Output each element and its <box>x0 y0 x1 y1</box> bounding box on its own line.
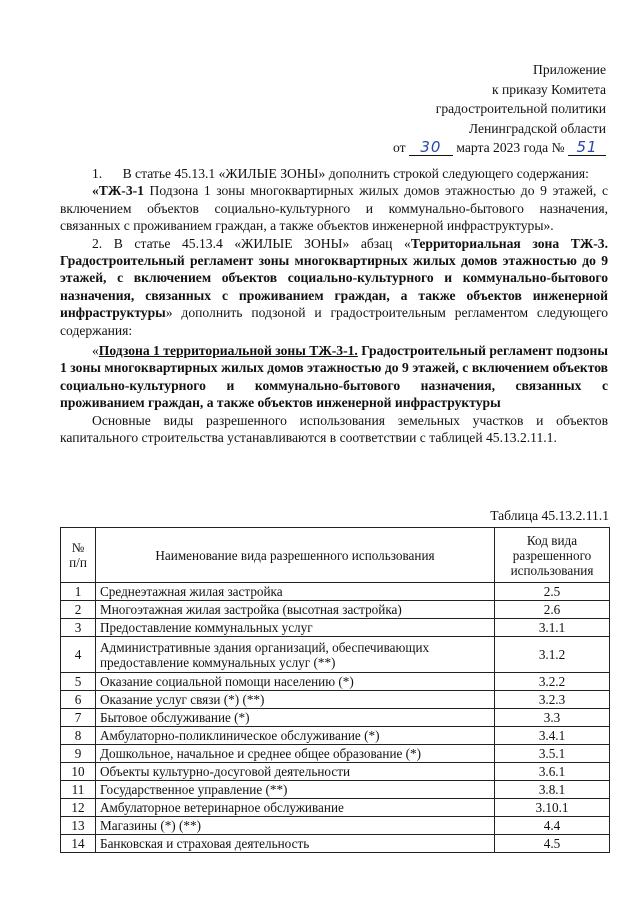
table-row <box>61 727 610 745</box>
paragraph-2 <box>60 182 608 234</box>
row-name: Государственное управление (**) <box>96 781 495 799</box>
row-code: 3.1.1 <box>495 619 610 637</box>
date-prefix: от <box>392 140 406 155</box>
row-name: Среднеэтажная жилая застройка <box>96 583 495 601</box>
row-name: Магазины (*) (**) <box>96 817 495 835</box>
document-body <box>60 165 608 447</box>
row-code: 3.5.1 <box>495 745 610 763</box>
row-num: 1 <box>61 583 96 601</box>
row-num: 3 <box>61 619 96 637</box>
paragraph-3-start: 2. В статье 45.13.4 «ЖИЛЫЕ ЗОНЫ» абзац « <box>92 235 411 251</box>
table-row <box>61 745 610 763</box>
table-row <box>61 781 610 799</box>
table-row <box>61 637 610 673</box>
row-name: Многоэтажная жилая застройка (высотная застройка) <box>96 601 495 619</box>
row-num: 10 <box>61 763 96 781</box>
row-code: 4.5 <box>495 835 610 853</box>
zone-code-bold: «ТЖ-3-1 <box>92 183 144 199</box>
row-code: 3.6.1 <box>495 763 610 781</box>
table-row <box>61 601 610 619</box>
header-line-4: Ленинградской области <box>468 120 606 136</box>
row-code: 3.2.3 <box>495 691 610 709</box>
paragraph-2-text: Подзона 1 зоны многоквартирных жилых домов этажностью до 9 этажей, с включением объектов социально-культурного и коммунально-бытового назначения, связанных с проживанием граждан, а также объектов инженерной инфраструктуры». <box>60 183 608 234</box>
row-name: Предоставление коммунальных услуг <box>96 619 495 637</box>
row-name: Административные здания организаций, обеспечивающих предоставление коммунальных услуг (**) <box>96 637 495 673</box>
header-line-2: к приказу Комитета <box>492 81 606 97</box>
table-row <box>61 799 610 817</box>
paragraph-3-end: » дополнить подзоной и градостроительным регламентом следующего содержания: <box>60 305 608 338</box>
paragraph-1: 1. В статье 45.13.1 «ЖИЛЫЕ ЗОНЫ» дополнить строкой следующего содержания: <box>92 166 589 181</box>
row-name: Дошкольное, начальное и среднее общее образование (*) <box>96 745 495 763</box>
row-num: 2 <box>61 601 96 619</box>
permitted-use-table <box>60 527 610 853</box>
row-code: 2.6 <box>495 601 610 619</box>
row-code: 2.5 <box>495 583 610 601</box>
table-row <box>61 835 610 853</box>
row-num: 6 <box>61 691 96 709</box>
row-code: 3.1.2 <box>495 637 610 673</box>
row-num: 11 <box>61 781 96 799</box>
row-num: 8 <box>61 727 96 745</box>
date-day-field <box>409 140 453 156</box>
row-num: 5 <box>61 673 96 691</box>
row-name: Амбулаторное ветеринарное обслуживание <box>96 799 495 817</box>
table-header-row <box>61 528 610 583</box>
row-name: Оказание социальной помощи населению (*) <box>96 673 495 691</box>
row-num: 7 <box>61 709 96 727</box>
paragraph-4-open: « <box>92 343 99 359</box>
row-num: 9 <box>61 745 96 763</box>
appendix-header <box>306 60 606 158</box>
paragraph-3 <box>60 235 608 339</box>
header-code: Код вида разрешенного использования <box>495 528 610 583</box>
row-code: 3.3 <box>495 709 610 727</box>
row-name: Бытовое обслуживание (*) <box>96 709 495 727</box>
row-name: Амбулаторно-поликлиническое обслуживание (*) <box>96 727 495 745</box>
paragraph-5: Основные виды разрешенного использования земельных участков и объектов капитального строительства устанавливаются в соответствии с таблицей 45.13.2.11.1. <box>60 412 608 446</box>
row-num: 13 <box>61 817 96 835</box>
subzone-title-underlined: Подзона 1 территориальной зоны ТЖ-3-1. <box>98 343 358 359</box>
row-num: 12 <box>61 799 96 817</box>
table-caption: Таблица 45.13.2.11.1 <box>490 508 609 523</box>
table-row <box>61 691 610 709</box>
row-code: 3.2.2 <box>495 673 610 691</box>
table-row <box>61 709 610 727</box>
header-date-line <box>306 138 606 158</box>
row-num: 4 <box>61 637 96 673</box>
row-code: 4.4 <box>495 817 610 835</box>
row-name: Банковская и страховая деятельность <box>96 835 495 853</box>
paragraph-4-bold: Градостроительный регламент подзоны 1 зоны многоквартирных жилых домов этажностью до 9 этажей, с включением объектов социально-культурного и коммунально-бытового назначения, связанных с проживанием граждан, а также объектов инженерной инфраструктуры <box>60 343 608 411</box>
table-row <box>61 673 610 691</box>
table-row <box>61 619 610 637</box>
paragraph-3-bold: Территориальная зона ТЖ-3. Градостроительный регламент зоны многоквартирных жилых домов этажностью до 9 этажей, с включением объектов социально-культурного и коммунально-бытового назначения, связанных с проживанием граждан, а также объектов инженерной инфраструктуры <box>60 235 608 321</box>
row-code: 3.8.1 <box>495 781 610 799</box>
table-row <box>61 583 610 601</box>
header-name: Наименование вида разрешенного использования <box>96 528 495 583</box>
row-code: 3.4.1 <box>495 727 610 745</box>
table-row <box>61 817 610 835</box>
order-number-field <box>568 140 606 156</box>
table-row <box>61 763 610 781</box>
date-month-year: марта 2023 года № <box>456 140 565 155</box>
row-code: 3.10.1 <box>495 799 610 817</box>
row-name: Объекты культурно-досуговой деятельности <box>96 763 495 781</box>
row-name: Оказание услуг связи (*) (**) <box>96 691 495 709</box>
date-day-handwritten: 30 <box>420 138 442 156</box>
order-number-handwritten: 51 <box>576 138 598 156</box>
paragraph-4 <box>60 342 608 412</box>
header-line-1: Приложение <box>533 62 606 77</box>
header-line-3: градостроительной политики <box>435 101 606 116</box>
row-num: 14 <box>61 835 96 853</box>
header-num: № п/п <box>61 528 96 583</box>
